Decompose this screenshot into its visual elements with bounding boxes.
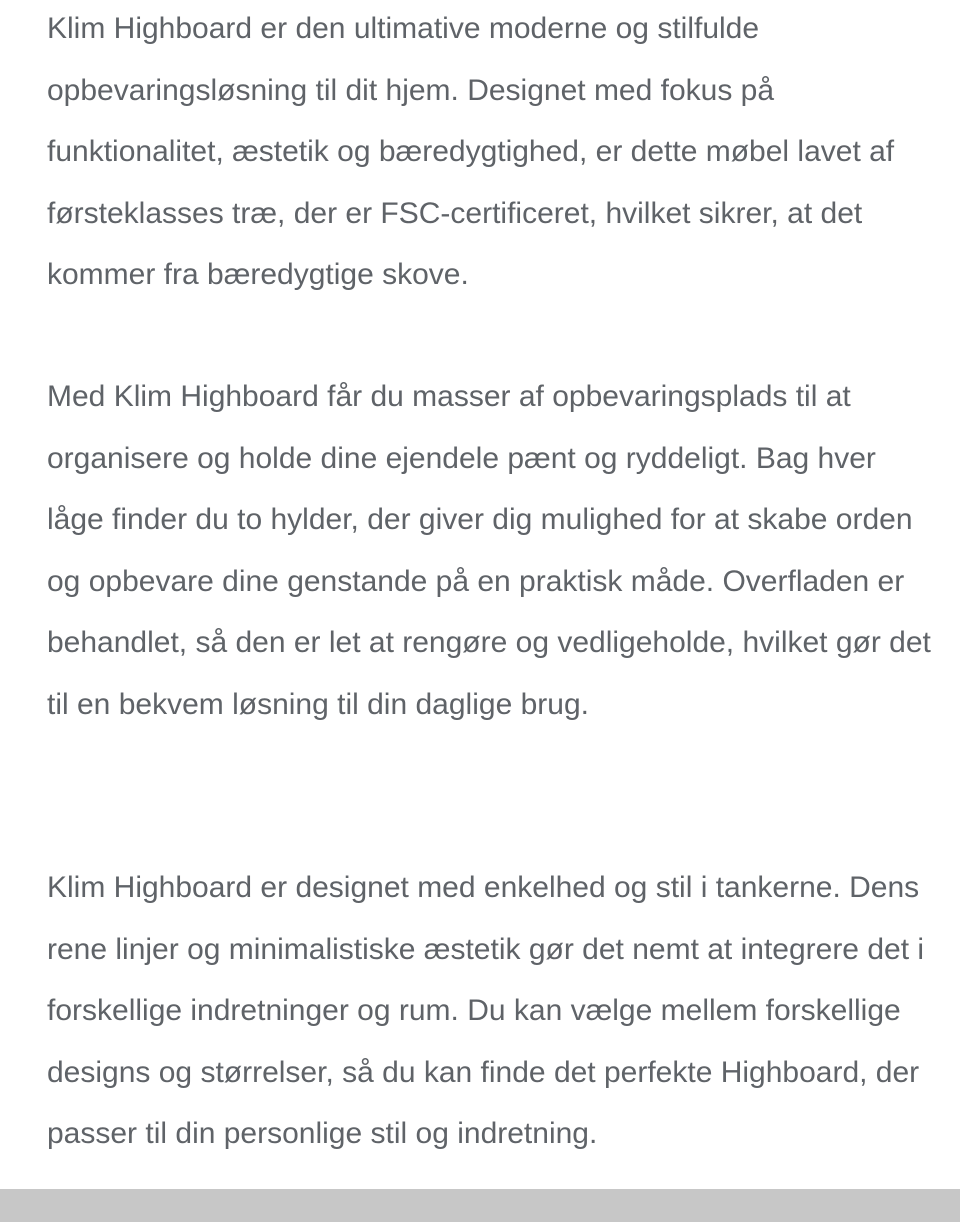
description-paragraph-3: Klim Highboard er designet med enkelhed og stil i tankerne. Dens rene linjer og minimalistiske æstetik gør det nemt at integrere det i forskellige indretninger og rum. Du kan vælge mellem forskellige designs og størrelser, så du kan finde det perfekte Highboard, der passer til din personlige stil og indretning. <box>47 871 925 1150</box>
description-paragraph-1: Klim Highboard er den ultimative moderne og stilfulde opbevaringsløsning til dit hjem. Designet med fokus på funktionalitet, æstetik og bæredygtighed, er dette møbel lavet af førsteklasses træ, der er FSC-certificeret, hvilket sikrer, at det kommer fra bæredygtige skove. <box>47 12 895 291</box>
description-paragraph-2: Med Klim Highboard får du masser af opbevaringsplads til at organisere og holde dine ejendele pænt og ryddeligt. Bag hver låge finder du to hylder, der giver dig mulighed for at skabe orden og opbevare dine genstande på en praktisk måde. Overfladen er behandlet, så den er let at rengøre og vedligeholde, hvilket gør det til en bekvem løsning til din daglige brug. <box>47 380 931 721</box>
bottom-overlay-bar <box>0 1189 960 1222</box>
